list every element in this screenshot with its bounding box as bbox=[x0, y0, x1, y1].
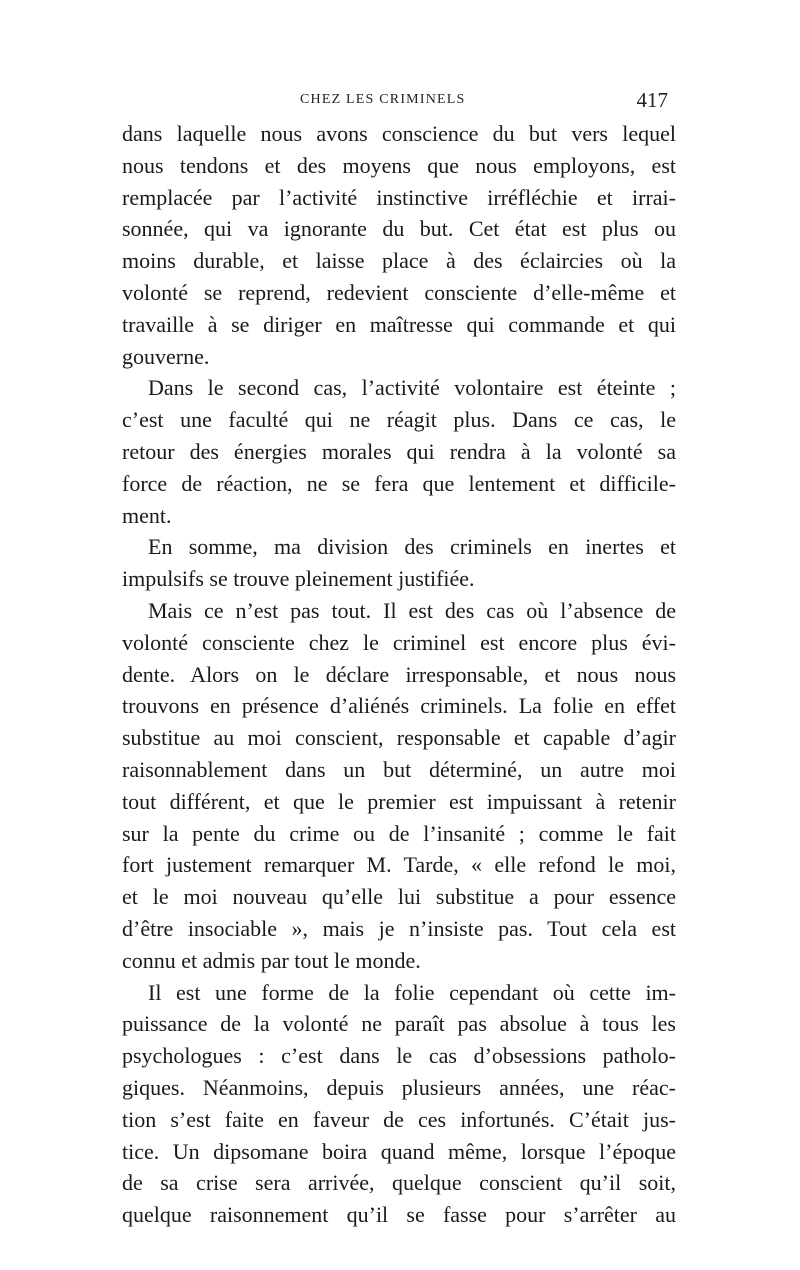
text-line: substitue au moi conscient, responsable et capable d’agir bbox=[122, 725, 676, 751]
text-line: tout différent, et que le premier est impuissant à retenir bbox=[122, 788, 676, 814]
text-line: connu et admis par tout le monde. bbox=[122, 947, 421, 973]
text-line: impulsifs se trouve pleinement justifiée. bbox=[122, 566, 475, 592]
text-line: Il est une forme de la folie cependant où cette im- bbox=[148, 979, 676, 1005]
text-line: psychologues : c’est dans le cas d’obsessions patholo- bbox=[122, 1043, 676, 1069]
text-line: giques. Néanmoins, depuis plusieurs années, une réac- bbox=[122, 1074, 676, 1100]
text-line: ment. bbox=[122, 502, 172, 528]
text-line: tion s’est faite en faveur de ces infortunés. C’était jus- bbox=[122, 1106, 676, 1132]
text-line: volonté consciente chez le criminel est encore plus évi- bbox=[122, 629, 676, 655]
text-line: d’être insociable », mais je n’insiste pas. Tout cela est bbox=[122, 915, 676, 941]
body-text bbox=[122, 118, 676, 1231]
text-line: volonté se reprend, redevient consciente d’elle-même et bbox=[122, 279, 676, 305]
text-line: et le moi nouveau qu’elle lui substitue a pour essence bbox=[122, 884, 676, 910]
text-line: puissance de la volonté ne paraît pas absolue à tous les bbox=[122, 1011, 676, 1037]
text-line: force de réaction, ne se fera que lentement et difficile- bbox=[122, 470, 676, 496]
text-line: nous tendons et des moyens que nous employons, est bbox=[122, 152, 676, 178]
text-line: raisonnablement dans un but déterminé, un autre moi bbox=[122, 756, 676, 782]
text-line: sur la pente du crime ou de l’insanité ; comme le fait bbox=[122, 820, 676, 846]
text-line: Dans le second cas, l’activité volontaire est éteinte ; bbox=[148, 375, 676, 401]
text-line: trouvons en présence d’aliénés criminels. La folie en effet bbox=[122, 693, 676, 719]
running-title: CHEZ LES CRIMINELS bbox=[300, 92, 466, 107]
page-number: 417 bbox=[636, 88, 668, 112]
text-line: En somme, ma division des criminels en inertes et bbox=[148, 534, 676, 560]
text-line: c’est une faculté qui ne réagit plus. Dans ce cas, le bbox=[122, 407, 676, 433]
text-line: dente. Alors on le déclare irresponsable, et nous nous bbox=[122, 661, 676, 687]
text-line: moins durable, et laisse place à des éclaircies où la bbox=[122, 248, 676, 274]
text-line: retour des énergies morales qui rendra à la volonté sa bbox=[122, 438, 676, 464]
text-line: Mais ce n’est pas tout. Il est des cas où l’absence de bbox=[148, 597, 676, 623]
text-line: sonnée, qui va ignorante du but. Cet état est plus ou bbox=[122, 216, 676, 242]
text-line: fort justement remarquer M. Tarde, « elle refond le moi, bbox=[122, 852, 676, 878]
text-line: remplacée par l’activité instinctive irréfléchie et irrai- bbox=[122, 184, 676, 210]
text-line: gouverne. bbox=[122, 343, 210, 369]
text-line: tice. Un dipsomane boira quand même, lorsque l’époque bbox=[122, 1138, 676, 1164]
text-line: travaille à se diriger en maîtresse qui commande et qui bbox=[122, 311, 676, 337]
text-line: quelque raisonnement qu’il se fasse pour s’arrêter au bbox=[122, 1202, 676, 1228]
running-head bbox=[300, 88, 680, 112]
text-line: de sa crise sera arrivée, quelque conscient qu’il soit, bbox=[122, 1170, 676, 1196]
text-line: dans laquelle nous avons conscience du but vers lequel bbox=[122, 121, 676, 146]
